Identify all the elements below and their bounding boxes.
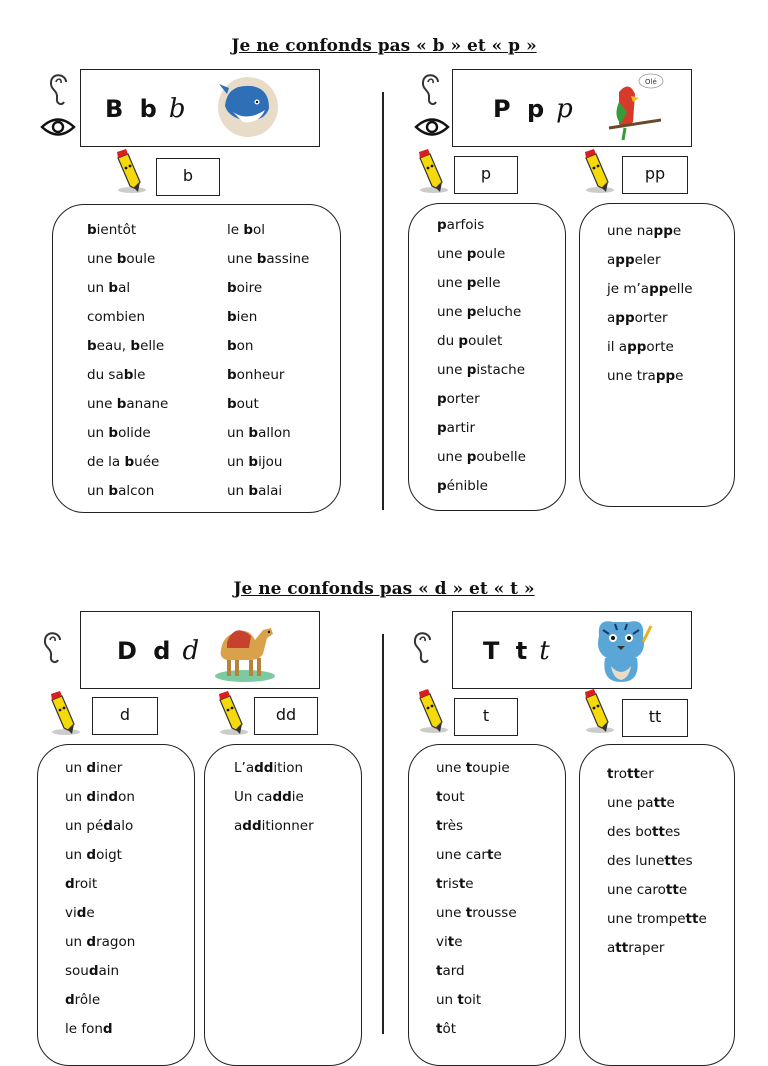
- label-box-p: p: [454, 156, 518, 194]
- letter-card-b: [80, 69, 320, 147]
- word-item: une carte: [436, 847, 502, 863]
- letter-card-t: [452, 611, 692, 689]
- letter-cursive: t: [539, 636, 554, 666]
- label-box-pp: pp: [622, 156, 688, 194]
- word-item: un toit: [436, 992, 482, 1008]
- pencil-icon: [578, 148, 618, 194]
- letter-card-d: [80, 611, 320, 689]
- letters-print: B b b: [105, 94, 190, 124]
- word-item: combien: [87, 309, 146, 325]
- word-item: une bassine: [227, 251, 310, 267]
- word-box-pp: [579, 203, 735, 507]
- word-item: bien: [227, 309, 258, 325]
- word-item: une poule: [437, 246, 506, 262]
- word-box-d: [37, 744, 195, 1066]
- word-item: de la buée: [87, 454, 160, 470]
- word-list-b-col2: [227, 221, 309, 511]
- word-item: un doigt: [65, 847, 122, 863]
- word-item: un dragon: [65, 934, 136, 950]
- whale-illustration: [215, 74, 281, 144]
- word-list-tt: [607, 765, 707, 968]
- word-item: une pistache: [437, 362, 526, 378]
- ear-icon: [410, 628, 436, 668]
- letters-print: T t t: [483, 636, 554, 666]
- pencil-icon: [578, 688, 618, 734]
- word-item: une toupie: [436, 760, 510, 776]
- word-list-pp: [607, 222, 693, 396]
- word-item: tout: [436, 789, 465, 805]
- word-item: porter: [437, 391, 480, 407]
- word-item: L’addition: [234, 760, 304, 776]
- word-item: parfois: [437, 217, 485, 233]
- word-item: droit: [65, 876, 98, 892]
- word-item: trotter: [607, 766, 654, 782]
- word-list-t: [436, 759, 517, 1049]
- word-item: bonheur: [227, 367, 285, 383]
- word-item: partir: [437, 420, 476, 436]
- letter-cursive: b: [168, 94, 190, 124]
- word-item: un balai: [227, 483, 283, 499]
- label-box-b: b: [156, 158, 220, 196]
- word-item: très: [436, 818, 464, 834]
- section-title-dt: Je ne confonds pas « d » et « t »: [233, 579, 535, 599]
- label-box-tt: tt: [622, 699, 688, 737]
- letters-print: P p p: [493, 94, 577, 124]
- letter-cursive: d: [182, 636, 204, 666]
- word-item: bout: [227, 396, 259, 412]
- word-item: une patte: [607, 795, 675, 811]
- pencil-icon: [212, 690, 252, 736]
- word-item: vide: [65, 905, 95, 921]
- word-item: boire: [227, 280, 263, 296]
- letter-card-p: [452, 69, 692, 147]
- word-item: beau, belle: [87, 338, 165, 354]
- word-list-b-col1: [87, 221, 168, 511]
- word-item: Un caddie: [234, 789, 304, 805]
- letter-cursive: p: [556, 94, 577, 124]
- word-box-dd: [204, 744, 362, 1066]
- word-item: drôle: [65, 992, 101, 1008]
- word-item: des bottes: [607, 824, 681, 840]
- word-item: un bal: [87, 280, 131, 296]
- word-item: une nappe: [607, 223, 682, 239]
- pencil-icon: [412, 688, 452, 734]
- word-box-tt: [579, 744, 735, 1066]
- pencil-icon: [44, 690, 84, 736]
- word-item: une trompette: [607, 911, 707, 927]
- word-item: une poubelle: [437, 449, 526, 465]
- ear-icon: [418, 70, 444, 110]
- ear-icon: [46, 70, 72, 110]
- eye-icon: [40, 116, 76, 138]
- label-box-dd: dd: [254, 697, 318, 735]
- word-item: un balcon: [87, 483, 155, 499]
- ear-icon: [40, 628, 66, 668]
- word-item: additionner: [234, 818, 314, 834]
- word-item: attraper: [607, 940, 665, 956]
- word-item: une pelle: [437, 275, 501, 291]
- pencil-icon: [412, 148, 452, 194]
- word-item: un bijou: [227, 454, 283, 470]
- word-item: une trappe: [607, 368, 684, 384]
- word-item: un ballon: [227, 425, 291, 441]
- word-item: une banane: [87, 396, 169, 412]
- pencil-icon: [110, 148, 150, 194]
- word-item: apporter: [607, 310, 668, 326]
- word-item: du sable: [87, 367, 146, 383]
- word-item: soudain: [65, 963, 120, 979]
- word-box-t: [408, 744, 566, 1066]
- word-item: une trousse: [436, 905, 517, 921]
- word-list-dd: [234, 759, 314, 846]
- word-item: bon: [227, 338, 254, 354]
- word-item: une carotte: [607, 882, 688, 898]
- word-item: un diner: [65, 760, 123, 776]
- word-item: pénible: [437, 478, 488, 494]
- word-item: je m’appelle: [607, 281, 693, 297]
- word-item: triste: [436, 876, 474, 892]
- divider: [382, 92, 384, 510]
- word-item: une boule: [87, 251, 156, 267]
- bubble-text: Olé: [645, 78, 657, 86]
- label-box-t: t: [454, 698, 518, 736]
- camel-illustration: [209, 614, 281, 690]
- eye-icon: [414, 116, 450, 138]
- letters-print: D d d: [117, 636, 204, 666]
- word-item: des lunettes: [607, 853, 693, 869]
- word-item: une peluche: [437, 304, 522, 320]
- word-item: tard: [436, 963, 465, 979]
- word-item: vite: [436, 934, 463, 950]
- word-item: il apporte: [607, 339, 674, 355]
- word-box-b: [52, 204, 341, 513]
- word-item: le bol: [227, 222, 266, 238]
- section-title-bp: Je ne confonds pas « b » et « p »: [231, 36, 537, 56]
- parrot-illustration: [605, 72, 665, 146]
- word-item: du poulet: [437, 333, 503, 349]
- word-item: tôt: [436, 1021, 457, 1037]
- word-item: le fond: [65, 1021, 113, 1037]
- word-list-d: [65, 759, 135, 1049]
- divider: [382, 634, 384, 1034]
- word-item: appeler: [607, 252, 661, 268]
- word-item: un bolide: [87, 425, 151, 441]
- word-list-p: [437, 216, 526, 506]
- word-item: un dindon: [65, 789, 135, 805]
- word-item: un pédalo: [65, 818, 134, 834]
- word-box-p: [408, 203, 566, 511]
- label-box-d: d: [92, 697, 158, 735]
- tiger-illustration: [585, 612, 657, 690]
- word-item: bientôt: [87, 222, 137, 238]
